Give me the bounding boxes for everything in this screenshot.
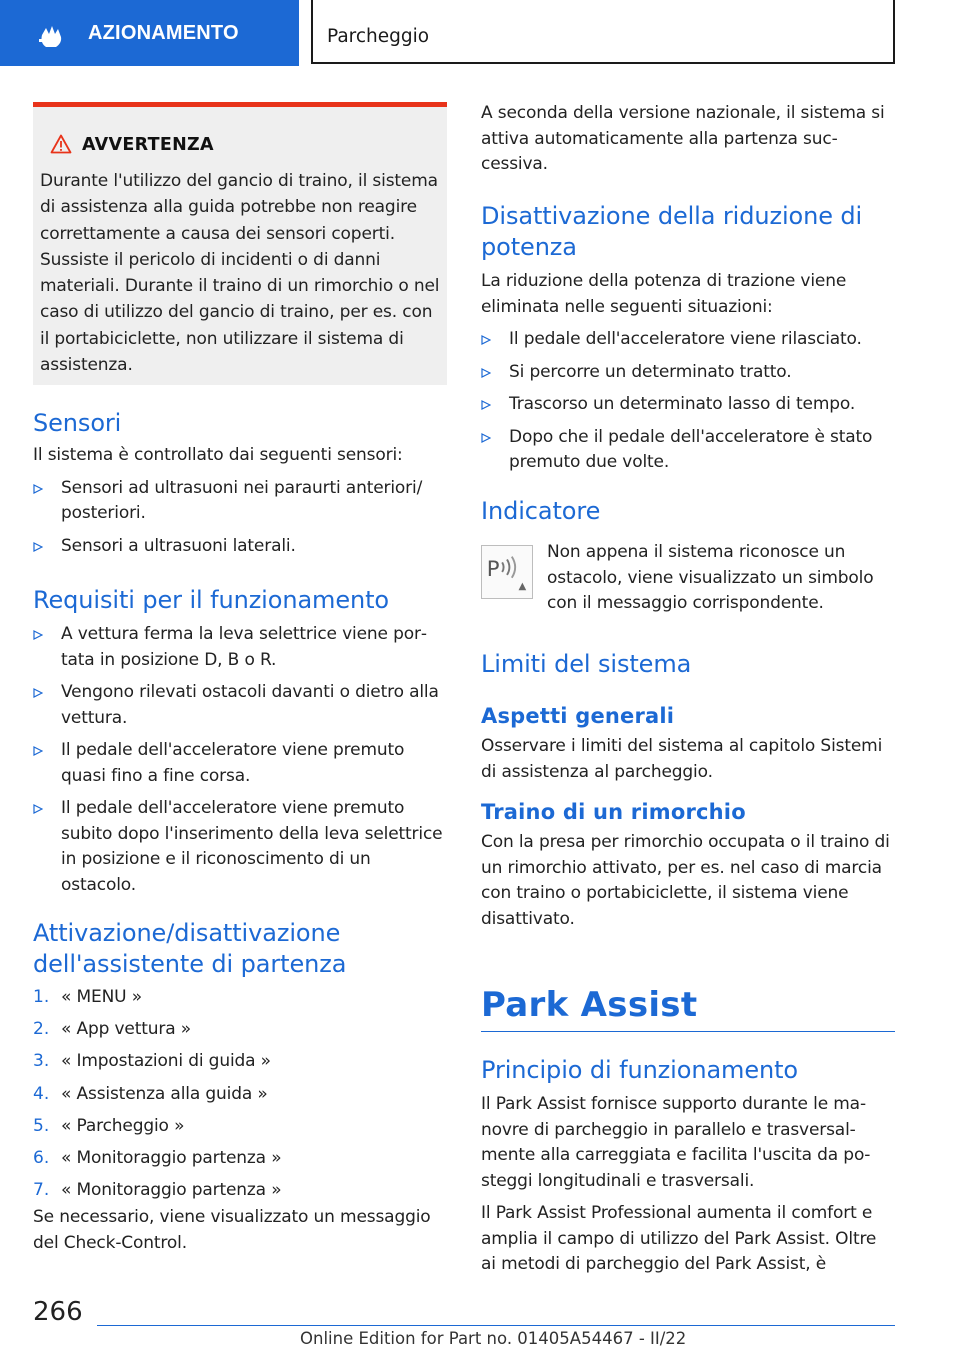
list-item xyxy=(33,476,447,527)
heading-rule xyxy=(481,1031,895,1032)
topic-tab xyxy=(311,0,895,64)
list-item xyxy=(481,392,895,418)
step-text: « Assistenza alla guida » xyxy=(61,1083,268,1104)
triangle-bullet-icon xyxy=(481,433,491,443)
step-text: « Monitoraggio partenza » xyxy=(61,1180,282,1201)
list-item xyxy=(481,327,895,353)
list-item xyxy=(481,425,895,476)
triangle-bullet-icon xyxy=(33,688,43,698)
attivazione-heading: Attivazione/disattivazione dell'assistente di partenza xyxy=(33,919,347,978)
warning-title: AVVERTENZA xyxy=(82,135,214,155)
step-item xyxy=(33,1082,447,1114)
step-item xyxy=(33,1017,447,1049)
list-item-text: A vettura ferma la leva selettrice viene portata in posizione D, B o R. xyxy=(61,624,427,670)
step-text: « MENU » xyxy=(61,987,142,1007)
warning-box xyxy=(33,102,447,385)
list-item-text: Il pedale dell'acceleratore viene premuto quasi fino a fine corsa. xyxy=(61,740,405,786)
disattivazione-intro: La riduzione della potenza di trazione viene eliminata nelle seguenti situazioni: xyxy=(481,271,847,317)
triangle-bullet-icon xyxy=(33,630,43,640)
list-item-text: Il pedale dell'acceleratore viene rilasciato. xyxy=(509,329,862,349)
list-item-text: Vengono rilevati ostacoli davanti o dietro alla vettura. xyxy=(61,682,439,728)
step-number: 7. xyxy=(33,1180,50,1201)
park-assist-section xyxy=(481,984,895,1026)
right-intro-section xyxy=(481,101,895,178)
sensori-intro: Il sistema è controllato dai seguenti sensori: xyxy=(33,445,403,465)
list-item xyxy=(33,738,447,789)
step-number: 5. xyxy=(33,1115,50,1136)
list-item-text: Si percorre un determinato tratto. xyxy=(509,361,792,382)
section-tab xyxy=(0,0,299,66)
list-item xyxy=(33,680,447,731)
step-item xyxy=(33,1049,447,1081)
principio-paragraph-1: Il Park Assist fornisce supporto durante le manovre di parcheggio in parallelo e trasversalmente alla carreggiata e facilita l'uscita da posteggi longitudinali e trasversali. xyxy=(481,1094,871,1191)
list-item-text: Trascorso un determinato lasso di tempo. xyxy=(509,394,856,414)
step-number: 4. xyxy=(33,1083,50,1104)
triangle-bullet-icon xyxy=(33,804,43,814)
topic-title: Parcheggio xyxy=(327,26,430,47)
generali-heading: Aspetti generali xyxy=(481,704,675,728)
triangle-bullet-icon xyxy=(481,368,491,378)
indicatore-section xyxy=(481,496,895,527)
indicatore-text-block xyxy=(547,540,895,617)
park-assist-heading: Park Assist xyxy=(481,985,698,1025)
warning-triangle-icon xyxy=(50,134,72,154)
step-text: « Monitoraggio partenza » xyxy=(61,1147,282,1168)
principio-section xyxy=(481,1055,895,1278)
list-item-text: Sensori a ultrasuoni laterali. xyxy=(61,535,296,556)
principio-heading: Principio di funzionamento xyxy=(481,1056,798,1084)
sensori-heading: Sensori xyxy=(33,409,122,437)
park-distance-sensor-icon xyxy=(481,545,533,599)
step-number: 6. xyxy=(33,1147,50,1168)
traino-text: Con la presa per rimorchio occupata o il traino di un rimorchio attivato, per es. nel caso di marcia con traino o portabiciclette, il sistema viene disattivato. xyxy=(481,832,890,929)
triangle-bullet-icon xyxy=(33,484,43,494)
step-text: « App vettura » xyxy=(61,1019,192,1040)
traino-heading: Traino di un rimorchio xyxy=(481,800,746,824)
attivazione-note: Se necessario, viene visualizzato un messaggio del Check-Control. xyxy=(33,1207,431,1253)
list-item-text: Dopo che il pedale dell'acceleratore è stato premuto due volte. xyxy=(509,426,873,472)
steering-hand-icon xyxy=(34,23,70,49)
svg-text:P: P xyxy=(486,555,500,581)
requisiti-heading: Requisiti per il funzionamento xyxy=(33,586,390,614)
step-number: 3. xyxy=(33,1051,50,1072)
footer-edition: Online Edition for Part no. 01405A54467 - II/22 xyxy=(300,1329,687,1348)
principio-paragraph-2: Il Park Assist Professional aumenta il comfort e amplia il campo di utilizzo del Park Assist. Oltre ai metodi di parcheggio del Park Assist, è xyxy=(481,1203,877,1274)
step-number: 1. xyxy=(33,987,50,1007)
limiti-section xyxy=(481,649,895,932)
list-item xyxy=(33,534,447,560)
step-text: « Impostazioni di guida » xyxy=(61,1051,271,1072)
list-item-text: Il pedale dell'acceleratore viene premuto subito dopo l'inserimento della leva selettrice in posizione e il riconoscimento di un ostacolo. xyxy=(61,798,443,895)
triangle-bullet-icon xyxy=(33,542,43,552)
attivazione-section xyxy=(33,918,447,1256)
triangle-bullet-icon xyxy=(33,746,43,756)
disattivazione-section xyxy=(481,201,895,476)
requisiti-section xyxy=(33,585,447,898)
generali-text: Osservare i limiti del sistema al capitolo Sistemi di assistenza al parcheggio. xyxy=(481,736,883,782)
list-item xyxy=(33,622,447,673)
list-item-text: Sensori ad ultrasuoni nei paraurti anteriori/ posteriori. xyxy=(61,477,423,523)
triangle-bullet-icon xyxy=(481,400,491,410)
indicatore-heading: Indicatore xyxy=(481,497,601,525)
section-title: AZIONAMENTO xyxy=(88,22,239,44)
list-item xyxy=(33,796,447,898)
footer-rule xyxy=(97,1325,895,1326)
triangle-bullet-icon xyxy=(481,335,491,345)
step-item xyxy=(33,1114,447,1146)
step-number: 2. xyxy=(33,1019,50,1040)
disattivazione-heading: Disattivazione della riduzione di potenza xyxy=(481,202,863,261)
step-item xyxy=(33,985,447,1017)
indicatore-text: Non appena il sistema riconosce un ostacolo, viene visualizzato un simbolo con il messaggio corrispondente. xyxy=(547,542,874,613)
right-intro: A seconda della versione nazionale, il sistema si attiva automaticamente alla partenza successiva. xyxy=(481,103,885,174)
page-number: 266 xyxy=(33,1297,83,1327)
step-text: « Parcheggio » xyxy=(61,1115,185,1136)
sensori-section xyxy=(33,408,447,559)
step-item xyxy=(33,1178,447,1210)
limiti-heading: Limiti del sistema xyxy=(481,650,692,678)
warning-text: Durante l'utilizzo del gancio di traino, il sistema di assistenza alla guida potrebbe non reagire correttamente a causa dei sensori coperti. Sussiste il pericolo di incidenti o di danni materiali. Durante il traino di un rimorchio o nel caso di utilizzo del gancio di traino, per es. con il portabiciclette, non utilizzare il sistema di assistenza. xyxy=(40,171,440,376)
list-item xyxy=(481,360,895,386)
step-item xyxy=(33,1146,447,1178)
